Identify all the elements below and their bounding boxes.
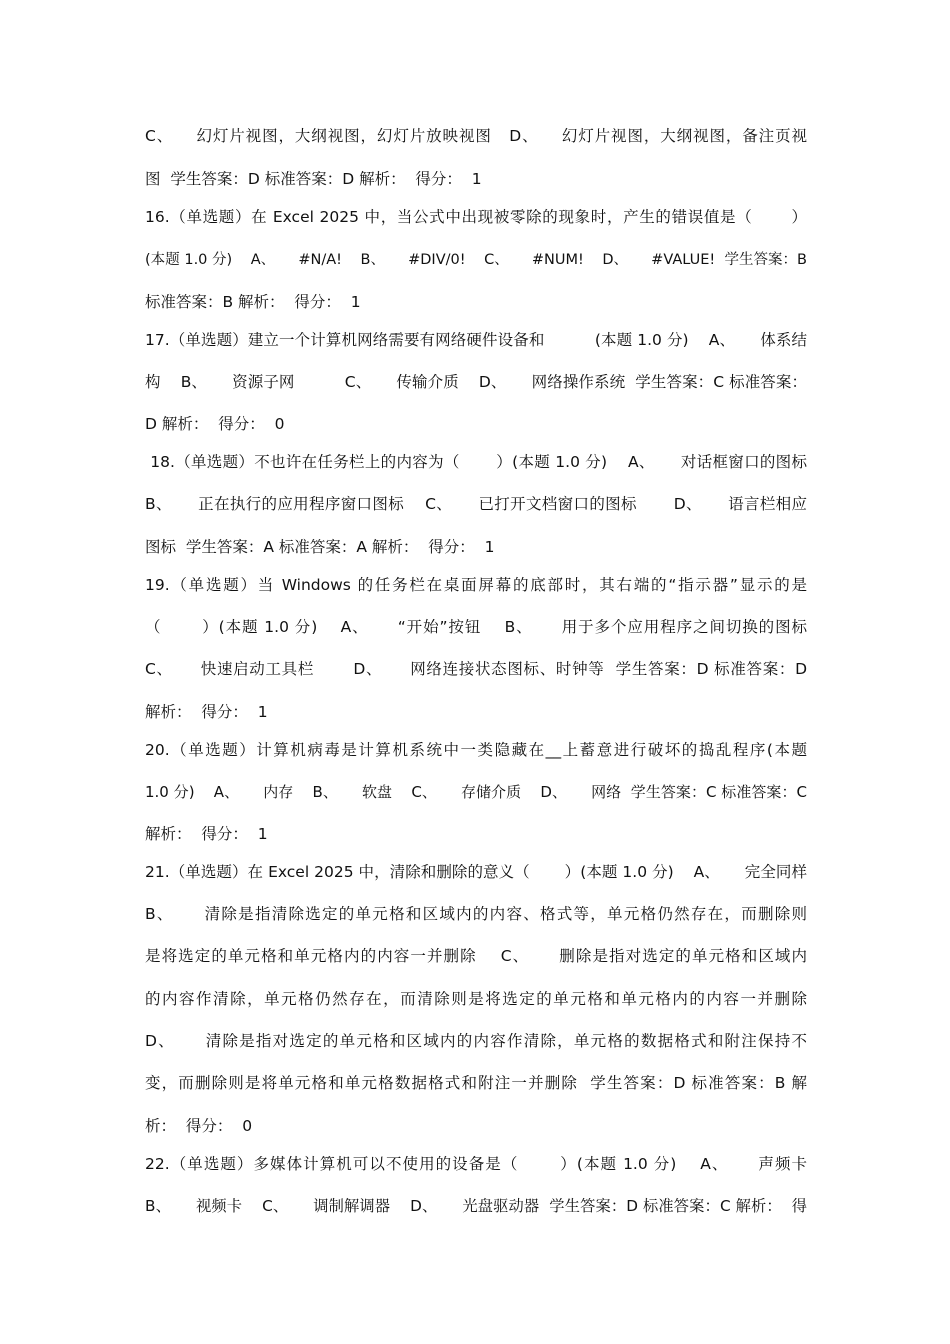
question-16-line: 16.（单选题）在 Excel 2025 中，当公式中出现被零除的现象时，产生的错误值是（ ） [145, 208, 807, 226]
question-21-line: 21.（单选题）在 Excel 2025 中，清除和删除的意义（ ）(本题 1.0 分) A、 完全同样 [145, 863, 807, 881]
text-line: B、 视频卡 C、 调制解调器 D、 光盘驱动器 学生答案：D 标准答案：C 解析： 得 [145, 1197, 807, 1215]
text-line: 图 学生答案：D 标准答案：D 解析： 得分： 1 [145, 170, 482, 188]
question-22-line: 22.（单选题）多媒体计算机可以不使用的设备是（ ）(本题 1.0 分) A、 声频卡 [145, 1155, 807, 1173]
text-line: B、 正在执行的应用程序窗口图标 C、 已打开文档窗口的图标 D、 语言栏相应 [145, 495, 807, 513]
text-line: 解析： 得分： 1 [145, 825, 268, 843]
text-line: B、 清除是指清除选定的单元格和区域内的内容、格式等，单元格仍然存在，而删除则 [145, 905, 807, 923]
text-line: D、 清除是指对选定的单元格和区域内的内容作清除，单元格的数据格式和附注保持不 [145, 1032, 807, 1050]
question-17-line: 17.（单选题）建立一个计算机网络需要有网络硬件设备和 (本题 1.0 分) A、 体系结 [145, 331, 807, 349]
text-line: 1.0 分) A、 内存 B、 软盘 C、 存储介质 D、 网络 学生答案：C 标准答案：C [145, 783, 807, 801]
text-line: C、 幻灯片视图，大纲视图，幻灯片放映视图 D、 幻灯片视图，大纲视图，备注页视 [145, 127, 807, 145]
text-line: C、 快速启动工具栏 D、 网络连接状态图标、时钟等 学生答案：D 标准答案：D [145, 660, 807, 678]
text-line: 图标 学生答案：A 标准答案：A 解析： 得分： 1 [145, 538, 495, 556]
question-18-line: 18.（单选题）不也许在任务栏上的内容为（ ）(本题 1.0 分) A、 对话框窗口的图标 [145, 453, 807, 471]
text-line: （ ）(本题 1.0 分) A、 “开始”按钮 B、 用于多个应用程序之间切换的图标 [145, 618, 807, 636]
question-19-line: 19.（单选题）当 Windows 的任务栏在桌面屏幕的底部时，其右端的“指示器”显示的是 [145, 576, 807, 594]
question-20-line: 20.（单选题）计算机病毒是计算机系统中一类隐藏在__上蓄意进行破坏的捣乱程序(本题 [145, 741, 807, 759]
text-line: 解析： 得分： 1 [145, 703, 268, 721]
text-line: D 解析： 得分： 0 [145, 415, 285, 433]
text-line: 的内容作清除，单元格仍然存在，而清除则是将选定的单元格和单元格内的内容一并删除 [145, 990, 807, 1008]
text-line: 变，而删除则是将单元格和单元格数据格式和附注一并删除 学生答案：D 标准答案：B 解 [145, 1074, 807, 1092]
text-line: 析： 得分： 0 [145, 1117, 253, 1135]
text-line: 标准答案：B 解析： 得分： 1 [145, 293, 361, 311]
text-line: (本题 1.0 分) A、 #N/A! B、 #DIV/0! C、 #NUM! D、 #VALUE! 学生答案：B [145, 252, 807, 268]
text-line: 是将选定的单元格和单元格内的内容一并删除 C、 删除是指对选定的单元格和区域内 [145, 947, 807, 965]
text-line: 构 B、 资源子网 C、 传输介质 D、 网络操作系统 学生答案：C 标准答案： [145, 373, 807, 391]
